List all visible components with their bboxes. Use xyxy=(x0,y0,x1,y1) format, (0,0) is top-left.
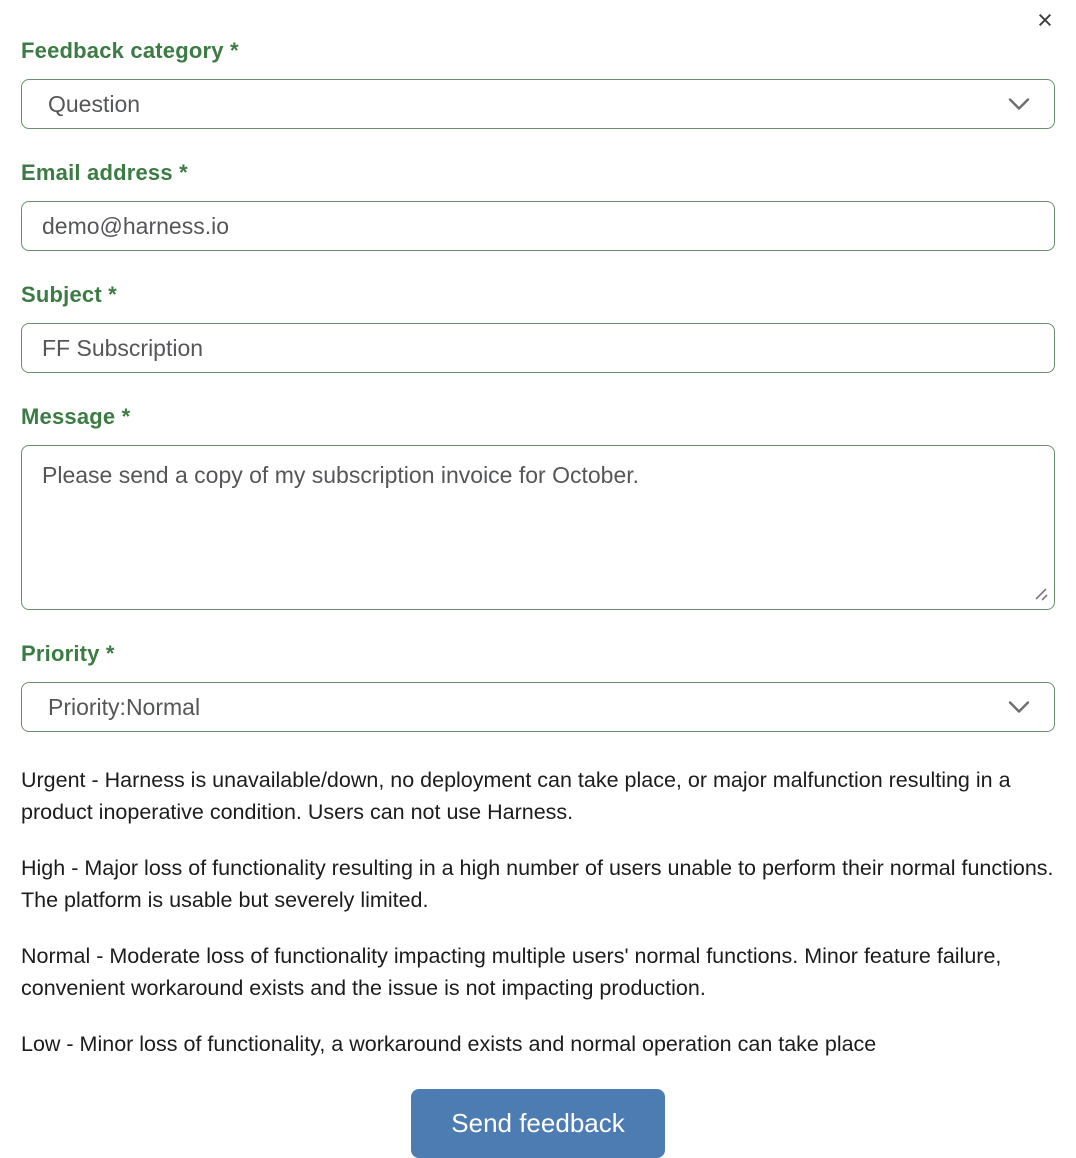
chevron-down-icon xyxy=(1008,701,1030,714)
priority-help-urgent: Urgent - Harness is unavailable/down, no deployment can take place, or major malfunction resulting in a product inoperative condition. Users can not use Harness. xyxy=(21,768,1011,824)
subject-field[interactable] xyxy=(21,323,1055,373)
resize-handle-icon[interactable] xyxy=(1033,586,1049,602)
message-textarea-wrap xyxy=(21,445,1055,610)
button-row xyxy=(21,1089,1055,1158)
priority-value: Priority:Normal xyxy=(48,693,201,720)
priority-help-normal: Normal - Moderate loss of functionality impacting multiple users' normal functions. Minor feature failure, convenient workaround exists and the issue is not impacting production. xyxy=(21,944,1002,1000)
subject-group xyxy=(21,282,1055,373)
email-group xyxy=(21,160,1055,251)
priority-help-block xyxy=(21,764,1055,1060)
priority-label: Priority * xyxy=(21,641,115,666)
feedback-category-value: Question xyxy=(48,90,141,117)
priority-select[interactable] xyxy=(21,682,1055,732)
priority-group xyxy=(21,641,1055,732)
priority-help-low: Low - Minor loss of functionality, a workaround exists and normal operation can take place xyxy=(21,1032,877,1056)
message-group xyxy=(21,404,1055,610)
feedback-category-group xyxy=(21,38,1055,129)
feedback-category-select[interactable] xyxy=(21,79,1055,129)
email-field[interactable] xyxy=(21,201,1055,251)
send-feedback-button[interactable]: Send feedback xyxy=(411,1089,664,1158)
feedback-category-label: Feedback category * xyxy=(21,38,239,63)
close-icon[interactable]: × xyxy=(1031,6,1059,34)
message-label: Message * xyxy=(21,404,131,429)
chevron-down-icon xyxy=(1008,98,1030,111)
email-label: Email address * xyxy=(21,160,188,185)
priority-help-high: High - Major loss of functionality resulting in a high number of users unable to perform their normal functions. The platform is usable but severely limited. xyxy=(21,856,1054,912)
subject-label: Subject * xyxy=(21,282,117,307)
message-textarea[interactable] xyxy=(21,445,1055,610)
modal-header xyxy=(21,0,1055,38)
